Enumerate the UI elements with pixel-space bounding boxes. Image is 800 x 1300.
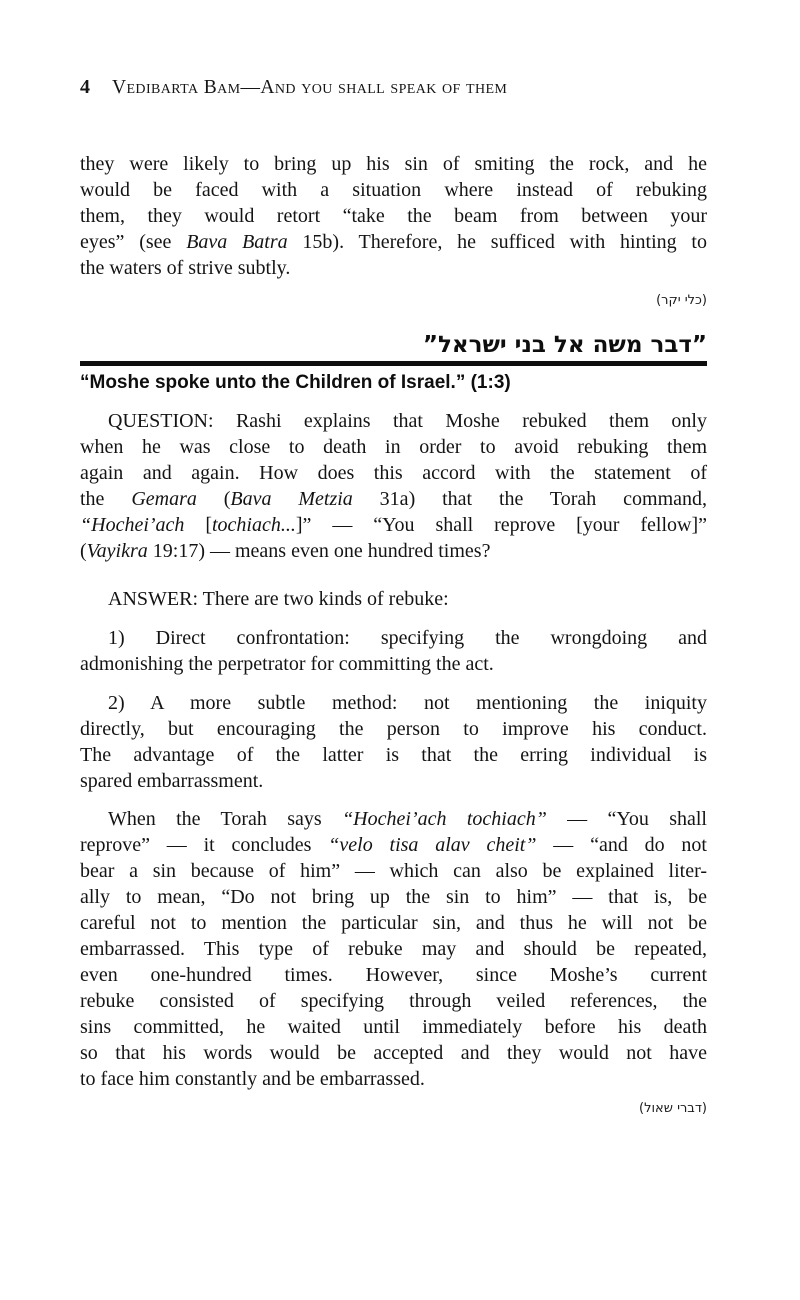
text-line: even one-hundred times. However, since Moshe’s current (80, 964, 707, 986)
text-line: embarrassed. This type of rebuke may and should be repeated, (80, 938, 707, 960)
text-line: them, they would retort “take the beam from between your (80, 205, 707, 227)
text-line: 1) Direct confrontation: specifying the wrongdoing and (108, 627, 707, 649)
text-line: “Hochei’ach [tochiach...]” — “You shall reprove [your fellow]” (80, 514, 707, 536)
answer-paragraph (80, 586, 707, 612)
section-title-english: “Moshe spoke unto the Children of Israel.” (1:3) (80, 372, 511, 393)
text-line: so that his words would be accepted and they would not have (80, 1042, 707, 1064)
text-line: would be faced with a situation where instead of rebuking (80, 179, 707, 201)
text-line: the Gemara (Bava Metzia 31a) that the Torah command, (80, 488, 708, 510)
text-line: QUESTION: Rashi explains that Moshe rebuked them only (108, 410, 707, 432)
point-1-paragraph (80, 625, 707, 677)
text-line: when he was close to death in order to avoid rebuking them (80, 436, 707, 458)
text-line: spared embarrassment. (80, 770, 264, 792)
closing-paragraph (80, 806, 707, 1092)
text-line: directly, but encouraging the person to improve his conduct. (80, 718, 707, 740)
text-line: they were likely to bring up his sin of smiting the rock, and he (80, 153, 707, 175)
section-title-hebrew: ”דבר משה אל בני ישראל” (422, 332, 707, 358)
heading-rule (80, 361, 707, 366)
page-content (80, 0, 707, 1116)
page-header (80, 76, 707, 99)
running-title: Vedibarta Bam—And you shall speak of them (112, 77, 508, 98)
text-line: reprove” — it concludes “velo tisa alav cheit” — “and do not (80, 834, 707, 856)
text-line: ANSWER: There are two kinds of rebuke: (108, 588, 449, 610)
question-paragraph (80, 408, 707, 564)
text-line: again and again. How does this accord with the statement of (80, 462, 707, 484)
text-line: eyes” (see Bava Batra 15b). Therefore, he sufficed with hinting to (80, 231, 707, 253)
source-attribution-kli-yakar: (כלי יקר) (656, 293, 707, 308)
text-line: The advantage of the latter is that the erring individual is (80, 744, 707, 766)
text-line: to face him constantly and be embarrassed. (80, 1068, 425, 1090)
point-2-paragraph (80, 690, 707, 794)
text-line: 2) A more subtle method: not mentioning the iniquity (108, 692, 707, 714)
text-line: careful not to mention the particular sin, and thus he will not be (80, 912, 707, 934)
text-line: sins committed, he waited until immediately before his death (80, 1016, 707, 1038)
source-attribution-divrei-shaul: (דברי שאול) (639, 1101, 707, 1116)
intro-paragraph (80, 151, 707, 281)
text-line: (Vayikra 19:17) — means even one hundred times? (80, 540, 491, 562)
text-line: bear a sin because of him” — which can also be explained liter- (80, 860, 707, 882)
text-line: rebuke consisted of specifying through veiled references, the (80, 990, 707, 1012)
text-line: ally to mean, “Do not bring up the sin to him” — that is, be (80, 886, 707, 908)
page-number: 4 (80, 76, 90, 98)
text-line: the waters of strive subtly. (80, 257, 291, 279)
text-line: admonishing the perpetrator for committing the act. (80, 653, 494, 675)
text-line: When the Torah says “Hochei’ach tochiach” — “You shall (108, 808, 707, 830)
